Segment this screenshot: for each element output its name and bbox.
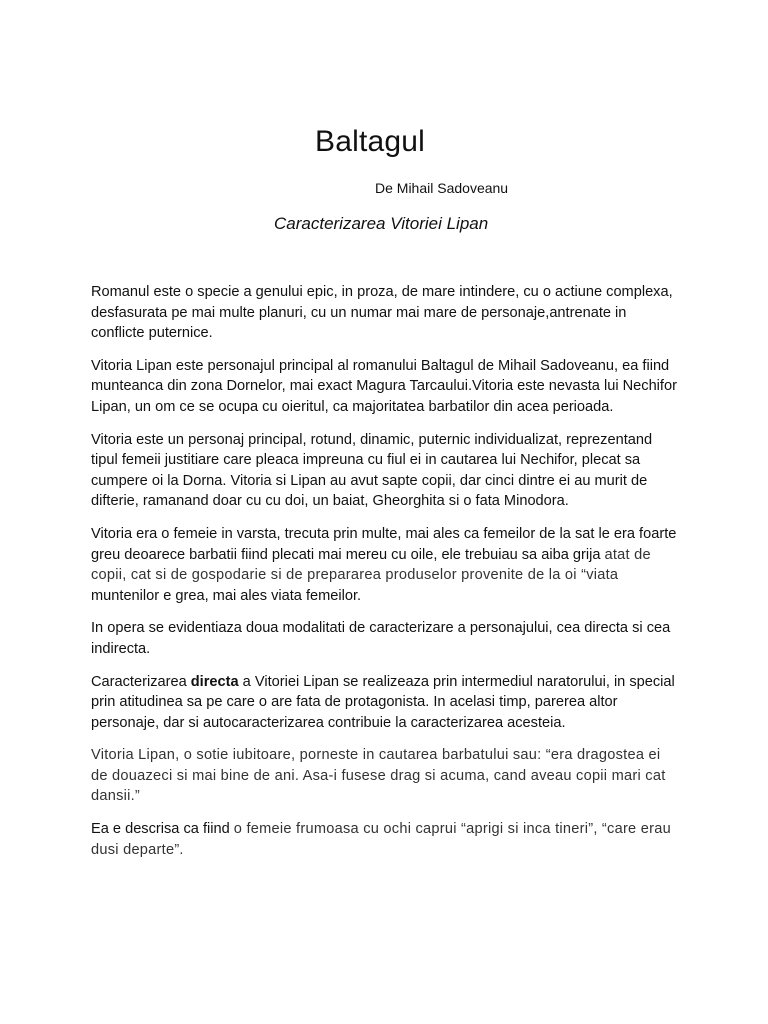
paragraph-4 — [91, 524, 681, 606]
paragraph-2: Vitoria Lipan este personajul principal al romanului Baltagul de Mihail Sadoveanu, ea fiind munteanca din zona Dornelor, mai exact Magura Tarcaului.Vitoria este nevasta lui Nechifor Lipan, un om ce se ocupa cu oieritul, ca majoritatea barbatilor din acea perioada. — [91, 357, 677, 415]
document-body — [91, 282, 681, 872]
paragraph-6-emphasis: directa — [190, 673, 239, 690]
paragraph-4-part-2: atat de copii, cat si de gospodarie si de prepararea produselor provenite de la oi “viata — [91, 546, 651, 584]
document-title: Baltagul — [315, 125, 426, 158]
paragraph-6 — [91, 672, 681, 734]
paragraph-8 — [91, 819, 681, 860]
paragraph-8-part-1: Ea e descrisa ca fiind — [91, 821, 234, 838]
document-subtitle: Caracterizarea Vitoriei Lipan — [274, 214, 489, 233]
paragraph-5: In opera se evidentiaza doua modalitati de caracterizare a personajului, cea directa si cea indirecta. — [91, 620, 671, 657]
paragraph-3: Vitoria este un personaj principal, rotund, dinamic, puternic individualizat, reprezentand tipul femeii justitiare care pleaca impreuna cu fiul ei in cautarea lui Nechifor, plecat sa cumpere oi la Dorna. Vitoria si Lipan au avut sapte copii, dar cinci dintre ei au murit de difterie, ramanand doar cu cu doi, un baiat, Gheorghita si o fata Minodora. — [91, 431, 653, 510]
paragraph-6-part-2: a Vitoriei Lipan se realizeaza prin intermediul naratorului, in special prin atitudinea sa pe care o are fata de protagonista. In acelasi timp, parerea altor personaje, dar si autocaracterizarea contribuie la caracterizarea acesteia. — [91, 673, 675, 731]
author-line: De Mihail Sadoveanu — [375, 180, 509, 196]
paragraph-7-part-1: Vitoria Lipan, o sotie iubitoare, porneste in cautarea barbatului sau: “era dragostea ei de — [91, 747, 661, 784]
paragraph-6-part-1: Caracterizarea — [91, 673, 191, 690]
paragraph-7 — [91, 745, 681, 807]
paragraph-4-part-1: Vitoria era o femeie in varsta, trecuta prin multe, mai ales ca femeilor de la sat le era foarte greu deoarece barbatii fiind plecati mai mereu cu oile, ele trebuiau sa aiba grija — [91, 525, 677, 563]
paragraph-7-part-2: douazeci si mai bine de ani. Asa-i fusese drag si acuma, cand aveau copii mari cat dansii.” — [91, 767, 666, 805]
paragraph-4-part-3: muntenilor e grea, mai ales viata femeilor. — [91, 587, 362, 604]
paragraph-1: Romanul este o specie a genului epic, in proza, de mare intindere, cu o actiune complexa, desfasurata pe mai multe planuri, cu un numar mai mare de personaje,antrenate in conflicte puternice. — [91, 284, 673, 342]
paragraph-8-part-2: o femeie frumoasa cu ochi caprui “aprigi si inca tineri”, “care erau dusi departe”. — [91, 821, 671, 858]
